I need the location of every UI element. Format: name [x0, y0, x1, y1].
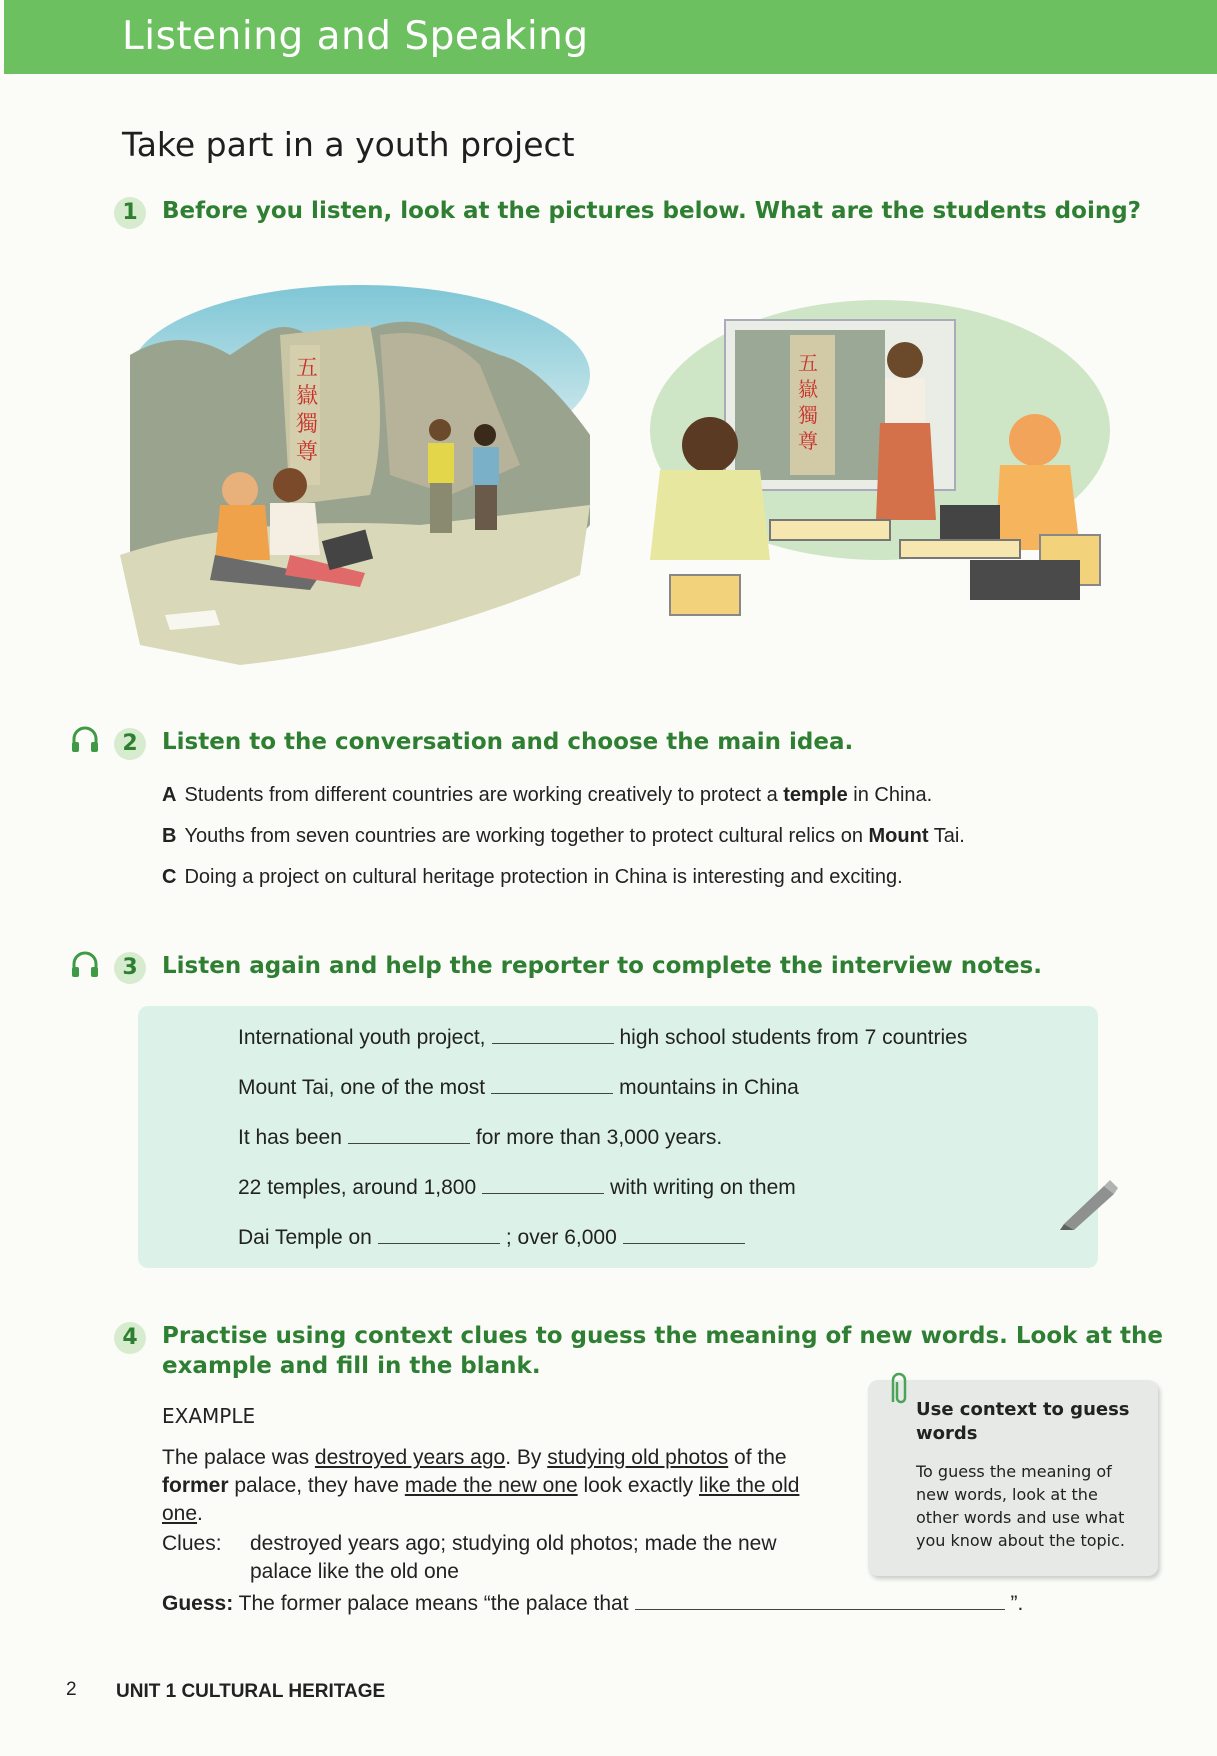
guess-blank[interactable] [635, 1591, 1005, 1610]
blank-4[interactable] [482, 1175, 604, 1194]
note-line-3: It has been for more than 3,000 years. [238, 1126, 723, 1149]
svg-text:獨: 獨 [296, 412, 319, 437]
svg-text:嶽: 嶽 [296, 384, 319, 409]
question-2-text: Listen to the conversation and choose the main idea. [162, 729, 854, 755]
clues-label: Clues: [162, 1532, 222, 1555]
section-title: Listening and Speaking [122, 14, 589, 59]
blank-6[interactable] [623, 1225, 745, 1244]
note-line-2: Mount Tai, one of the most mountains in China [238, 1076, 799, 1099]
svg-text:尊: 尊 [798, 429, 818, 453]
blank-3[interactable] [348, 1125, 470, 1144]
tip-body: To guess the meaning of new words, look at the other words and use what you know about the topic. [916, 1462, 1125, 1550]
question-4-text-line-2: example and fill in the blank. [162, 1353, 541, 1379]
classroom-presentation-picture [640, 300, 1120, 650]
option-b[interactable]: B Youths from seven countries are working together to protect cultural relics on Mount Tai. [162, 825, 965, 847]
option-c[interactable]: C Doing a project on cultural heritage protection in China is interesting and exciting. [162, 866, 903, 888]
svg-text:尊: 尊 [296, 440, 319, 465]
question-3-text: Listen again and help the reporter to complete the interview notes. [162, 953, 1042, 979]
question-number-4: 4 [114, 1322, 146, 1354]
example-label: EXAMPLE [162, 1404, 256, 1428]
question-1-text: Before you listen, look at the pictures below. What are the students doing? [162, 198, 1142, 224]
guess-line: Guess: The former palace means “the palace that ”. [162, 1592, 1024, 1615]
blank-1[interactable] [492, 1025, 614, 1044]
paperclip-icon [885, 1372, 911, 1406]
svg-text:嶽: 嶽 [798, 377, 818, 401]
svg-text:五: 五 [296, 356, 319, 381]
svg-text:五: 五 [798, 351, 818, 375]
question-number-2: 2 [114, 728, 146, 760]
clues-text: destroyed years ago; studying old photos; made the new palace like the old one [250, 1532, 777, 1583]
headphone-icon [70, 725, 100, 755]
question-4-text-line-1: Practise using context clues to guess the meaning of new words. Look at the [162, 1323, 1163, 1349]
question-number-1: 1 [114, 197, 146, 229]
page-number: 2 [66, 1679, 77, 1700]
example-paragraph: The palace was destroyed years ago. By studying old photos of the former palace, they have made the new one look exactly like the old one. [162, 1446, 800, 1525]
tip-title: Use context to guess words [916, 1399, 1130, 1444]
svg-text:獨: 獨 [798, 403, 818, 427]
blank-5[interactable] [378, 1225, 500, 1244]
headphone-icon [70, 950, 100, 980]
note-line-4: 22 temples, around 1,800 with writing on them [238, 1176, 796, 1199]
option-a[interactable]: A Students from different countries are working creatively to protect a temple in China. [162, 784, 933, 806]
page-title: Take part in a youth project [122, 125, 575, 164]
unit-title: UNIT 1 CULTURAL HERITAGE [116, 1681, 386, 1702]
blank-2[interactable] [491, 1075, 613, 1094]
note-line-5: Dai Temple on ; over 6,000 [238, 1225, 751, 1250]
question-number-3: 3 [114, 952, 146, 984]
pencil-icon [1058, 1178, 1120, 1230]
note-line-1: International youth project, high school students from 7 countries [238, 1026, 968, 1049]
mount-tai-outdoor-picture [120, 275, 600, 670]
